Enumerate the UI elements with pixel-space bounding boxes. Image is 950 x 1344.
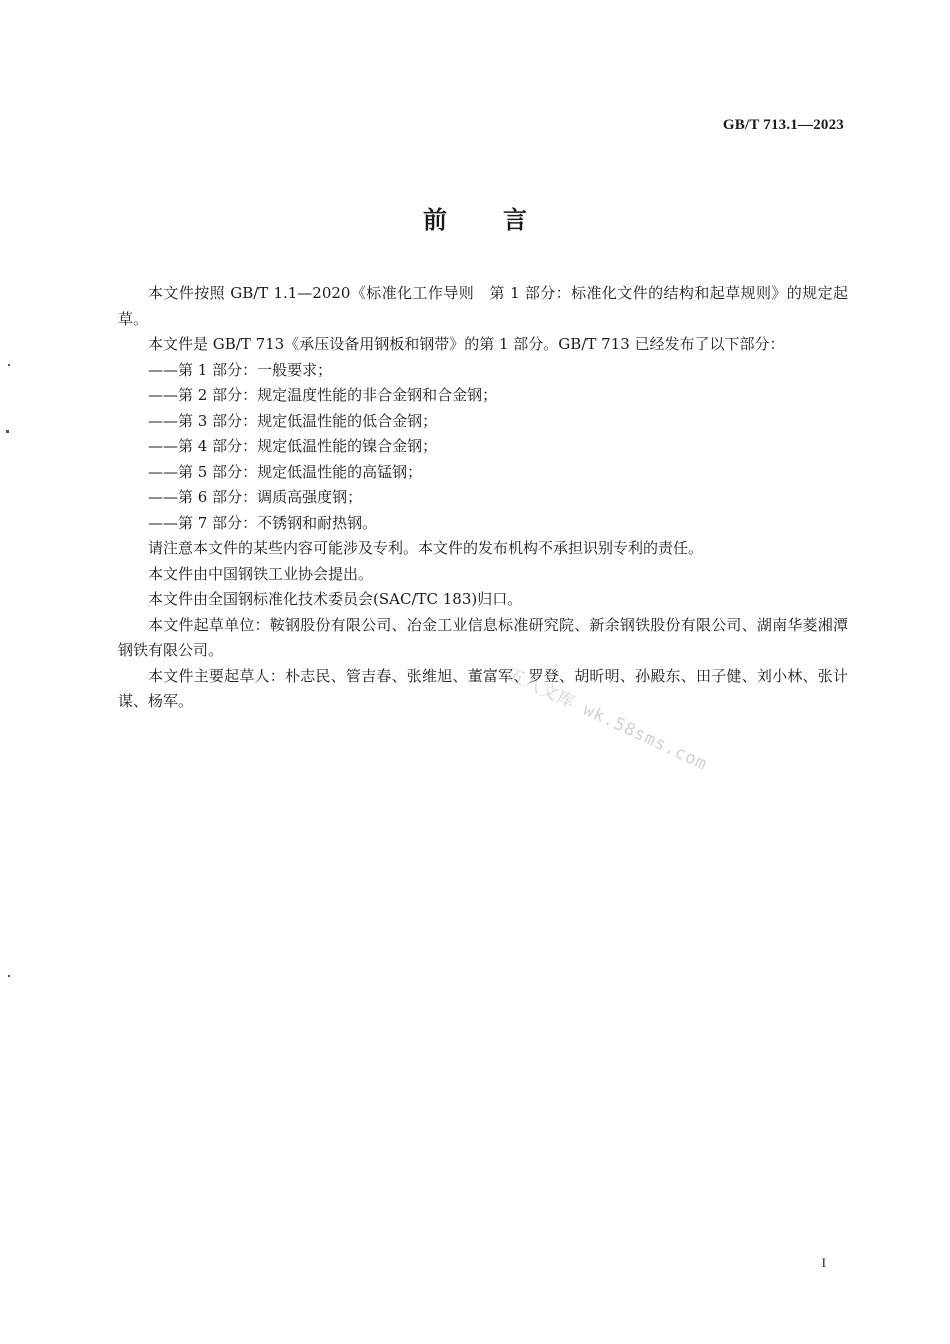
list-item-part-6: ——第 6 部分：调质高强度钢； — [148, 488, 363, 506]
page-title: 前言 — [423, 205, 583, 234]
standard-code: GB/T 713.1—2023 — [722, 117, 844, 133]
paragraph-patent-notice: 请注意本文件的某些内容可能涉及专利。本文件的发布机构不承担识别专利的责任。 — [148, 539, 704, 557]
scan-mark — [8, 364, 10, 366]
list-item-part-1: ——第 1 部分：一般要求； — [148, 360, 333, 379]
scan-mark — [6, 430, 9, 433]
list-item-part-2: ——第 2 部分：规定温度性能的非合金钢和合金钢； — [148, 386, 498, 404]
list-item-part-5: ——第 5 部分：规定低温性能的高锰钢； — [148, 462, 423, 481]
paragraph-series-intro: 本文件是 GB/T 713《承压设备用钢板和钢带》的第 1 部分。GB/T 713 已经发布了以下部分： — [148, 335, 785, 353]
paragraph-proposer: 本文件由中国钢铁工业协会提出。 — [148, 564, 374, 583]
paragraph-drafting-organizations: 本文件起草单位：鞍钢股份有限公司、冶金工业信息标准研究院、新余钢铁股份有限公司、湖南华菱湘潭钢铁有限公司。 — [118, 615, 848, 659]
paragraph-technical-committee: 本文件由全国钢标准化技术委员会(SAC/TC 183)归口。 — [148, 590, 523, 608]
paragraph-drafting-rules: 本文件按照 GB/T 1.1—2020《标准化工作导则 第 1 部分：标准化文件的结构和起草规则》的规定起草。 — [118, 284, 848, 328]
foreword-body — [118, 281, 848, 715]
list-item-part-7: ——第 7 部分：不锈钢和耐热钢。 — [148, 513, 378, 532]
page-number: I — [821, 1255, 826, 1270]
paragraph-main-drafters: 本文件主要起草人：朴志民、管吉春、张维旭、董富军、罗登、胡昕明、孙殿东、田子健、刘小林、张计谋、杨军。 — [118, 666, 848, 710]
list-item-part-4: ——第 4 部分：规定低温性能的镍合金钢； — [148, 437, 438, 455]
scan-mark — [8, 975, 10, 977]
list-item-part-3: ——第 3 部分：规定低温性能的低合金钢； — [148, 411, 438, 430]
watermark: 五八文库 wk.58sms.com — [504, 664, 711, 775]
